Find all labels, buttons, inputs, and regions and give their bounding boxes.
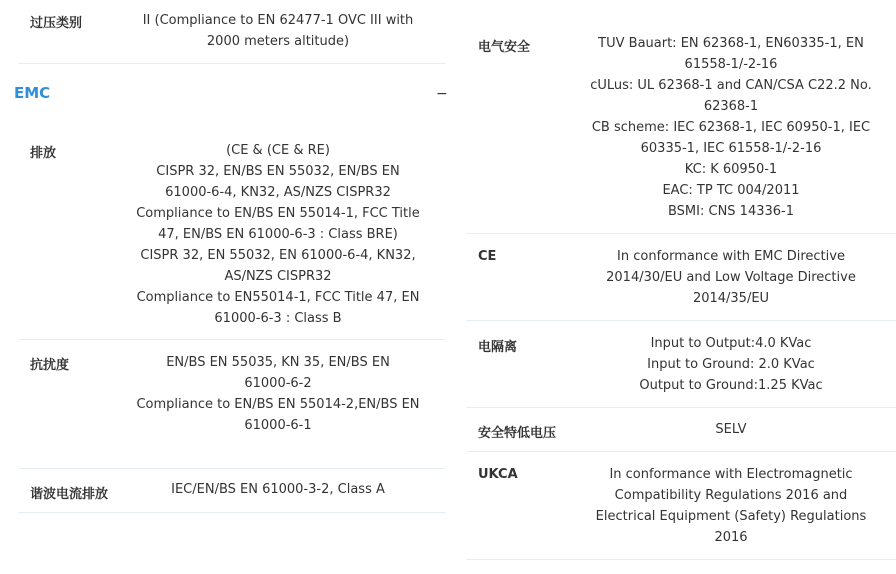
- spec-value-line: Compatibility Regulations 2016 and: [614, 488, 848, 503]
- spec-value: [576, 464, 886, 548]
- left-spec-column: [18, 0, 446, 64]
- spec-row-ce: [466, 234, 896, 321]
- spec-value: [576, 333, 886, 396]
- spec-label: UKCA: [478, 467, 518, 482]
- spec-value-line: CB scheme: IEC 62368-1, IEC 60950-1, IEC: [591, 120, 871, 135]
- spec-value-line: BSMI: CNS 14336-1: [667, 204, 794, 219]
- spec-value-line: EAC: TP TC 004/2011: [662, 183, 800, 198]
- spec-value-line: 2014/35/EU: [692, 291, 770, 306]
- spec-row-isolation: [466, 321, 896, 408]
- spec-value-line: cULus: UL 62368-1 and CAN/CSA C22.2 No.: [590, 78, 872, 93]
- spec-value-line: 61000-6-2: [244, 376, 312, 391]
- spec-value-line: Output to Ground:1.25 KVac: [639, 378, 823, 393]
- spec-value-line: IEC/EN/BS EN 61000-3-2, Class A: [171, 482, 385, 497]
- spec-value: [128, 140, 428, 329]
- spec-row-ukca: [466, 452, 896, 560]
- spec-value-line: 60335-1, IEC 61558-1/-2-16: [640, 141, 822, 156]
- spec-value-line: 2000 meters altitude): [206, 34, 350, 49]
- spec-row-emission: [18, 128, 446, 340]
- spec-value-line: TUV Bauart: EN 62368-1, EN60335-1, EN: [598, 36, 864, 51]
- spec-value-line: CISPR 32, EN/BS EN 55032, EN/BS EN: [156, 164, 400, 179]
- spec-value: [128, 352, 428, 436]
- spec-label: 电隔离: [478, 340, 518, 355]
- spec-value-line: 61000-6-4, KN32, AS/NZS CISPR32: [165, 185, 391, 200]
- spec-value-line: Compliance to EN/BS EN 55014-2,EN/BS EN: [136, 397, 420, 412]
- spec-label: 抗扰度: [30, 358, 70, 373]
- spec-value: [128, 10, 428, 52]
- spec-value: [576, 246, 886, 309]
- spec-value-line: (CE & (CE & RE): [226, 143, 330, 158]
- section-title: EMC: [14, 84, 51, 102]
- spec-value-line: SELV: [715, 422, 747, 437]
- spec-value-line: Compliance to EN/BS EN 55014-1, FCC Title: [136, 206, 420, 221]
- spec-value-line: Input to Ground: 2.0 KVac: [647, 357, 815, 372]
- spec-value-line: In conformance with EMC Directive: [617, 249, 845, 264]
- collapse-toggle-icon[interactable]: −: [436, 86, 448, 102]
- spec-value-line: 47, EN/BS EN 61000-6-3 : Class BRE): [158, 227, 398, 242]
- spec-value: [128, 479, 428, 500]
- spec-row-harmonic: [18, 469, 446, 513]
- spec-value-line: 62368-1: [703, 99, 759, 114]
- spec-value: [576, 419, 886, 440]
- spec-value-line: KC: K 60950-1: [684, 162, 778, 177]
- spec-row-electrical-safety: [466, 0, 896, 234]
- spec-row-overvoltage: [18, 0, 446, 64]
- spec-label: 谐波电流排放: [30, 487, 109, 502]
- spec-value-line: EN/BS EN 55035, KN 35, EN/BS EN: [166, 355, 390, 370]
- emc-spec-list: [18, 128, 446, 513]
- spec-label: 电气安全: [478, 40, 531, 55]
- spec-value-line: 61000-6-3 : Class B: [214, 311, 342, 326]
- spec-row-immunity: [18, 340, 446, 469]
- spec-row-selv: [466, 408, 896, 452]
- spec-value-line: Input to Output:4.0 KVac: [650, 336, 812, 351]
- spec-value-line: AS/NZS CISPR32: [224, 269, 332, 284]
- spec-value-line: 2014/30/EU and Low Voltage Directive: [606, 270, 856, 285]
- spec-value-line: In conformance with Electromagnetic: [609, 467, 853, 482]
- spec-value-line: Electrical Equipment (Safety) Regulations: [595, 509, 867, 524]
- spec-label: 排放: [30, 146, 57, 161]
- spec-label: CE: [478, 249, 497, 264]
- spec-label: 安全特低电压: [478, 426, 557, 441]
- right-spec-column: [466, 0, 896, 560]
- spec-value-line: 2016: [714, 530, 748, 545]
- spec-value: [576, 33, 886, 222]
- spec-value-line: II (Compliance to EN 62477-1 OVC III with: [142, 13, 414, 28]
- spec-value-line: Compliance to EN55014-1, FCC Title 47, EN: [136, 290, 420, 305]
- emc-section-header[interactable]: [0, 76, 446, 112]
- spec-value-line: 61558-1/-2-16: [684, 57, 778, 72]
- spec-label: 过压类别: [30, 16, 83, 31]
- spec-value-line: CISPR 32, EN 55032, EN 61000-6-4, KN32,: [140, 248, 416, 263]
- spec-value-line: 61000-6-1: [244, 418, 312, 433]
